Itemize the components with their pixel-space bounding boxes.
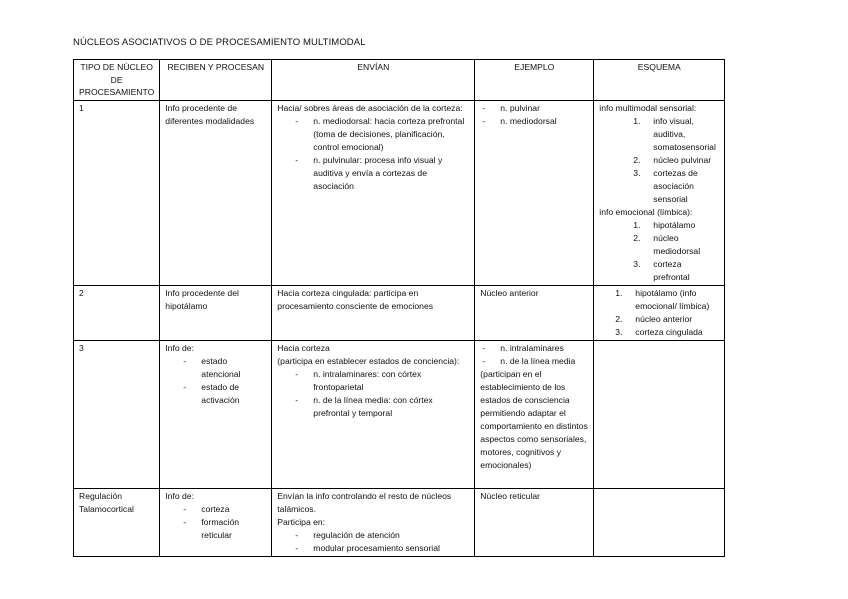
ejemplo-list (480, 342, 588, 368)
list-item: - modular procesamiento sensorial (277, 542, 469, 555)
envian-list (277, 115, 469, 193)
table-row (74, 341, 725, 489)
cell-tipo: 2 (74, 286, 160, 341)
cell-ejemplo: Núcleo reticular (475, 489, 594, 557)
cell-envian: Hacia corteza cingulada: participa en procesamiento consciente de emociones (272, 286, 475, 341)
list-item: 2. núcleo mediodorsal (633, 233, 701, 256)
envian-intro: Hacia corteza (277, 343, 330, 353)
list-item: - n. de la línea media (480, 355, 588, 368)
table-row (74, 286, 725, 341)
esquema-emocional-list (599, 219, 719, 284)
list-item: 1. hipotálamo (info emocional/ límbica) (615, 288, 710, 311)
nuclei-table (73, 59, 725, 557)
list-item: 1. hipotálamo (633, 220, 696, 230)
table-row (74, 489, 725, 557)
header-tipo: TIPO DE NÚCLEO DE PROCESAMIENTO (74, 60, 160, 101)
list-item: 3. cortezas de asociación sensorial (633, 168, 698, 204)
header-row (74, 60, 725, 101)
cell-reciben: Info procedente de diferentes modalidades (160, 101, 272, 286)
list-item: 3. corteza cingulada (615, 327, 703, 337)
list-item: 1. info visual, auditiva, somatosensorial (633, 116, 716, 152)
list-item: - formación reticular (165, 516, 266, 542)
list-item: 2. núcleo pulvinar (633, 155, 712, 165)
document-title: NÚCLEOS ASOCIATIVOS O DE PROCESAMIENTO MULTIMODAL (73, 37, 366, 48)
reciben-list (165, 355, 266, 407)
envian-intro: Envían la info controlando el resto de núcleos talámicos. (277, 491, 452, 514)
cell-tipo: Regulación Talamocortical (74, 489, 160, 557)
list-item: - corteza (165, 503, 266, 516)
header-reciben: RECIBEN Y PROCESAN (160, 60, 272, 101)
header-esquema: ESQUEMA (594, 60, 725, 101)
envian-list (277, 368, 469, 420)
cell-tipo: 3 (74, 341, 160, 489)
esquema-emocional-title: info emocional (límbica): (599, 207, 693, 217)
cell-ejemplo (475, 101, 594, 286)
list-item: - n. pulvinular: procesa info visual y auditiva y envía a cortezas de asociación (277, 154, 469, 193)
cell-tipo: 1 (74, 101, 160, 286)
list-item: - regulación de atención (277, 529, 469, 542)
cell-reciben (160, 341, 272, 489)
list-item: 2. núcleo anterior (615, 314, 693, 324)
cell-ejemplo: Núcleo anterior (475, 286, 594, 341)
cell-ejemplo (475, 341, 594, 489)
list-item: - n. pulvinar (480, 102, 588, 115)
cell-esquema (594, 286, 725, 341)
list-item: - n. intralaminares: con córtex frontoparietal (277, 368, 469, 394)
ejemplo-note: (participan en el establecimiento de los estados de consciencia permitiendo adaptar el comportamiento en distintos aspectos como sensoriales, motores, cognitivos y emocionales) (480, 369, 588, 470)
cell-esquema (594, 489, 725, 557)
ejemplo-list (480, 102, 588, 128)
list-item: 3. corteza prefrontal (633, 259, 690, 282)
envian-note: (participa en establecer estados de conciencia): (277, 356, 460, 366)
envian-intro: Hacia/ sobres áreas de asociación de la corteza: (277, 103, 463, 113)
header-envian: ENVÍAN (272, 60, 475, 101)
list-item: - n. de la línea media: con córtex prefrontal y temporal (277, 394, 469, 420)
cell-reciben: Info procedente del hipotálamo (160, 286, 272, 341)
cell-envian (272, 489, 475, 557)
esquema-sensorial-title: info multimodal sensorial: (599, 103, 697, 113)
cell-envian (272, 341, 475, 489)
reciben-intro: Info de: (165, 491, 194, 501)
list-item: - n. intralaminares (480, 342, 588, 355)
header-ejemplo: EJEMPLO (475, 60, 594, 101)
esquema-sensorial-list (599, 115, 719, 206)
envian-participa: Participa en: (277, 517, 326, 527)
cell-reciben (160, 489, 272, 557)
envian-list (277, 529, 469, 555)
list-item: - n. mediodorsal (480, 115, 588, 128)
cell-envian (272, 101, 475, 286)
cell-esquema (594, 341, 725, 489)
esquema-list (599, 287, 719, 339)
cell-esquema (594, 101, 725, 286)
list-item: - estado de activación (165, 381, 266, 407)
reciben-intro: Info de: (165, 343, 194, 353)
table-row (74, 101, 725, 286)
list-item: - n. mediodorsal: hacia corteza prefrontal (toma de decisiones, planificación, control emocional) (277, 115, 469, 154)
reciben-list (165, 503, 266, 542)
list-item: - estado atencional (165, 355, 266, 381)
